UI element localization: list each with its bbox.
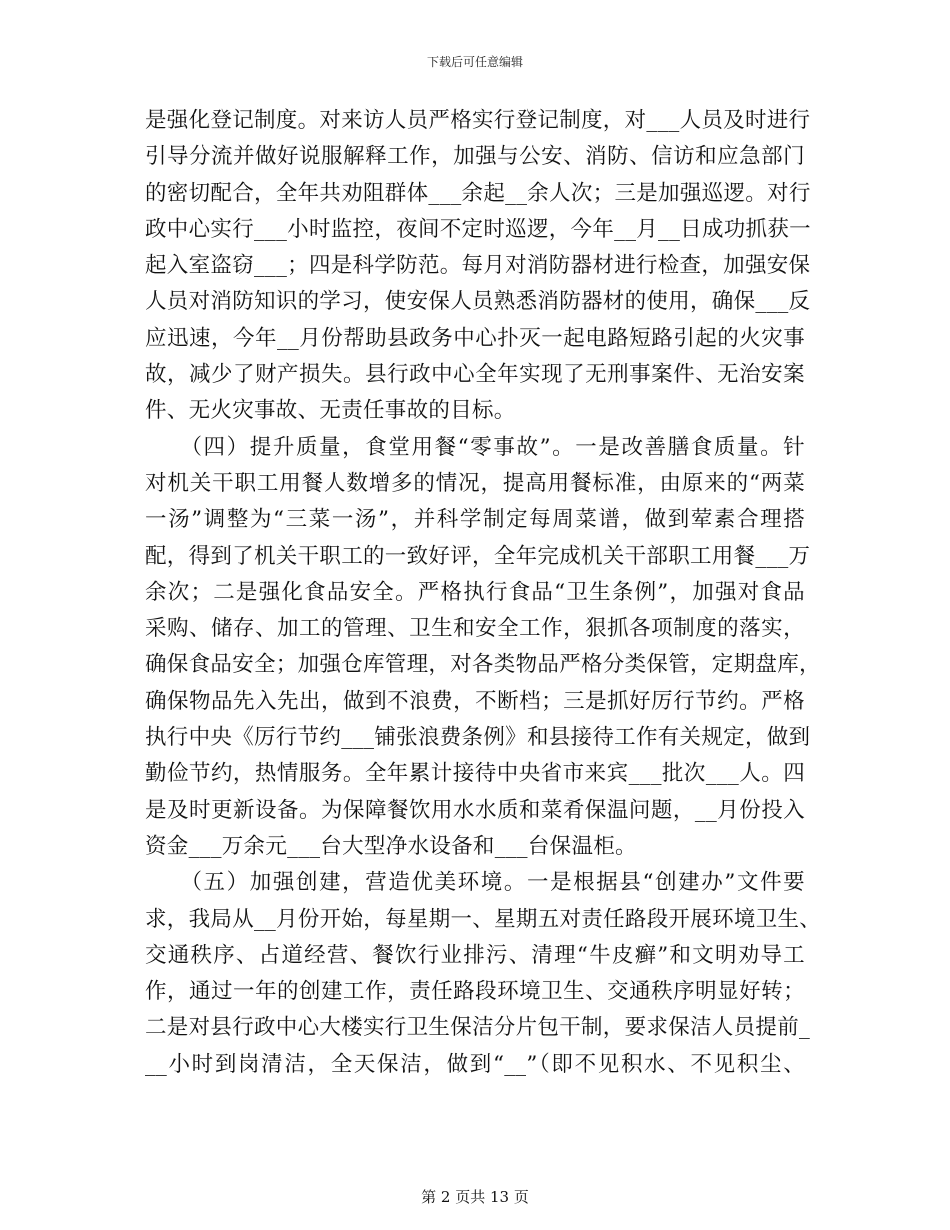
- document-body: [145, 103, 822, 1083]
- body-line: 确保食品安全；加强仓库管理，对各类物品严格分类保管，定期盘库，: [145, 652, 821, 678]
- body-line: 应迅速，今年__月份帮助县政务中心扑灭一起电路短路引起的火灾事: [145, 325, 805, 351]
- body-line: 的密切配合，全年共劝阻群体___余起__余人次；三是加强巡逻。对行: [145, 180, 811, 206]
- body-line: 交通秩序、占道经营、餐饮行业排污、清理“牛皮癣”和文明劝导工: [145, 942, 805, 968]
- body-line: 是及时更新设备。为保障餐饮用水水质和菜肴保温问题，__月份投入: [145, 797, 805, 823]
- body-line: 求，我局从__月份开始，每星期一、星期五对责任路段开展环境卫生、: [145, 906, 822, 932]
- body-line: 起入室盗窃___；四是科学防范。每月对消防器材进行检查，加强安保: [145, 253, 811, 279]
- body-line: 二是对县行政中心大楼实行卫生保洁分片包干制，要求保洁人员提前_: [145, 1015, 811, 1041]
- body-line: 是强化登记制度。对来访人员严格实行登记制度，对___人员及时进行: [145, 108, 811, 133]
- body-line: 故，减少了财产损失。县行政中心全年实现了无刑事案件、无治安案: [145, 362, 805, 388]
- body-line: 采购、储存、加工的管理、卫生和安全工作，狠抓各项制度的落实，: [145, 616, 805, 642]
- body-line: 引导分流并做好说服解释工作，加强与公安、消防、信访和应急部门: [145, 144, 805, 170]
- body-line: 配，得到了机关干职工的一致好评，全年完成机关干部职工用餐___万: [145, 543, 811, 569]
- page-header: 下载后可任意编辑: [426, 55, 523, 69]
- body-line: 余次；二是强化食品安全。严格执行食品“卫生条例”，加强对食品: [145, 579, 805, 605]
- page-footer: 第 2 页共 13 页: [421, 1188, 529, 1206]
- body-line: 对机关干职工用餐人数增多的情况，提高用餐标准，由原来的“两菜: [145, 470, 805, 496]
- body-line: 勤俭节约，热情服务。全年累计接待中央省市来宾___批次___人。四: [145, 761, 805, 787]
- body-line: 确保物品先入先出，做到不浪费，不断档；三是抓好厉行节约。严格: [145, 688, 805, 714]
- body-line: 政中心实行___小时监控，夜间不定时巡逻，今年__月__日成功抓获一: [145, 216, 811, 242]
- body-line: 人员对消防知识的学习，使安保人员熟悉消防器材的使用，确保___反: [145, 289, 811, 315]
- body-line: 件、无火灾事故、无责任事故的目标。: [145, 398, 516, 424]
- body-line: （五）加强创建，营造优美环境。一是根据县“创建办”文件要: [145, 870, 805, 896]
- body-line: 资金___万余元___台大型净水设备和___台保温柜。: [145, 833, 637, 859]
- body-line: __小时到岗清洁，全天保洁，做到“__”（即不见积水、不见积尘、: [145, 1051, 805, 1077]
- body-line: （四）提升质量，食堂用餐“零事故”。一是改善膳食质量。针: [145, 434, 805, 460]
- body-line: 执行中央《厉行节约___铺张浪费条例》和县接待工作有关规定，做到: [145, 725, 811, 751]
- body-line: 作，通过一年的创建工作，责任路段环境卫生、交通秩序明显好转；: [145, 979, 805, 1005]
- body-line: 一汤”调整为“三菜一汤”，并科学制定每周菜谱，做到荤素合理搭: [145, 507, 805, 533]
